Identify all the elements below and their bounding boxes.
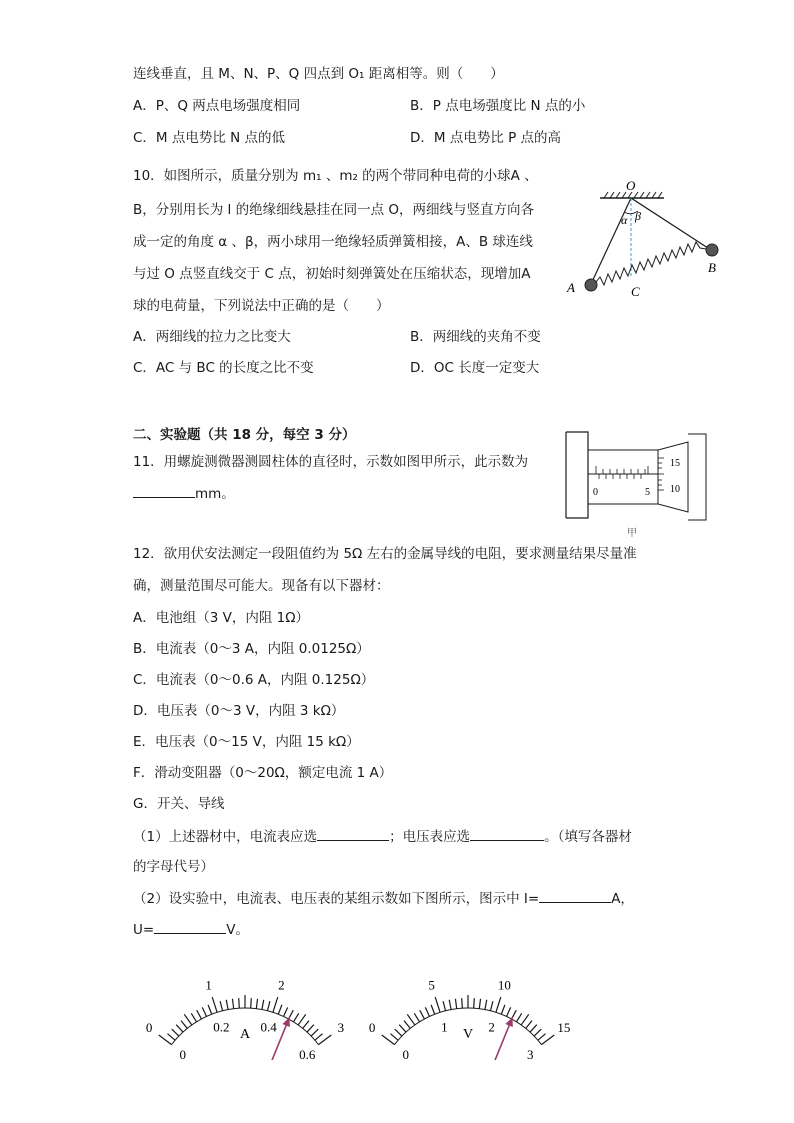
voltmeter-tick [474, 998, 475, 1008]
voltmeter-tick [490, 1001, 492, 1011]
ammeter-outer-label: 3 [337, 1019, 345, 1035]
voltmeter-tick [530, 1025, 537, 1032]
label-beta: β [635, 209, 641, 223]
voltmeter-tick [485, 1000, 487, 1010]
label-b: B [708, 260, 716, 275]
ammeter-tick [181, 1021, 187, 1029]
q10-line-3: 成一定的角度 α 、β，两小球用一绝缘轻质弹簧相接，A、B 球连线 [133, 234, 533, 250]
voltmeter-tick [435, 997, 440, 1012]
meter-figures [130, 950, 590, 1060]
ammeter-inner-label: 0.6 [299, 1047, 316, 1060]
q10-line-2: B，分别用长为 l 的绝缘细线悬挂在同一点 O，两细线与竖直方向各 [133, 202, 535, 218]
ammeter-tick [273, 997, 278, 1012]
ammeter-tick [315, 1034, 323, 1040]
ammeter-outer-label: 0 [145, 1019, 153, 1035]
q9-option-a: A．P、Q 两点电场强度相同 [133, 98, 301, 114]
voltmeter-tick [455, 999, 456, 1009]
label-alpha: α [621, 213, 628, 227]
ammeter-tick [184, 1014, 192, 1025]
q12-item-c: C．电流表（0～0.6 A，内阻 0.125Ω） [133, 672, 375, 688]
ammeter-tick [232, 999, 233, 1009]
q12-sub1-text-c: 。（填写各器材 [544, 829, 632, 845]
ammeter-tick [318, 1035, 331, 1045]
voltmeter-tick [420, 1010, 425, 1019]
q12-sub2-text-c: U= [133, 922, 155, 938]
voltmeter-inner-label: 2 [488, 1019, 495, 1035]
ammeter-tick [251, 998, 252, 1008]
ammeter-tick [202, 1007, 206, 1016]
voltage-reading-blank[interactable] [154, 919, 226, 934]
voltmeter-choice-blank[interactable] [470, 826, 544, 841]
ammeter-tick [191, 1013, 196, 1021]
q11-answer-blank[interactable] [133, 483, 195, 498]
q10-line-1: 10．如图所示，质量分别为 m₁ 、m₂ 的两个带同种电荷的小球A 、 [133, 168, 538, 184]
q10-option-d: D．OC 长度一定变大 [410, 360, 540, 376]
voltmeter-tick [395, 1029, 402, 1036]
ammeter-dial [146, 978, 344, 1060]
voltmeter-tick [390, 1034, 398, 1040]
q11-answer-line [133, 483, 235, 504]
q12-item-g: G．开关、导线 [133, 796, 225, 812]
voltmeter-tick [538, 1034, 546, 1040]
ammeter-tick [239, 998, 240, 1008]
q10-option-a: A．两细线的拉力之比变大 [133, 329, 291, 345]
ammeter-tick [172, 1029, 179, 1036]
q9-option-d: D．M 点电势比 P 点的高 [410, 130, 562, 146]
ammeter-tick [262, 1000, 264, 1010]
q12-sub1-text-b: ；电压表应选 [389, 829, 471, 845]
voltmeter-tick [541, 1035, 554, 1045]
ammeter-choice-blank[interactable] [317, 826, 389, 841]
voltmeter-tick [414, 1013, 419, 1021]
voltmeter-tick [516, 1013, 521, 1021]
q12-sub2-text-d: V。 [226, 922, 249, 938]
micrometer-label-10: 10 [670, 484, 680, 495]
voltmeter-tick [521, 1014, 529, 1025]
q10-option-c: C．AC 与 BC 的长度之比不变 [133, 360, 314, 376]
q12-item-d: D．电压表（0～3 V，内阻 3 kΩ） [133, 703, 345, 719]
voltmeter-dial [369, 978, 570, 1060]
ammeter-tick [212, 997, 217, 1012]
ammeter-tick [283, 1007, 287, 1016]
voltmeter-tick [404, 1021, 410, 1029]
q12-item-b: B．电流表（0～3 A，内阻 0.0125Ω） [133, 641, 370, 657]
voltmeter-tick [506, 1007, 510, 1016]
voltmeter-inner-label: 0 [402, 1047, 409, 1060]
q11-line-1: 11．用螺旋测微器测圆柱体的直径时，示数如图甲所示，此示数为 [133, 454, 529, 470]
spring [596, 242, 706, 285]
q12-sub2-text-a: （2）设实验中，电流表、电压表的某组示数如下图所示，图示中 I= [133, 891, 540, 907]
ammeter-tick [167, 1034, 175, 1040]
voltmeter-tick [534, 1029, 541, 1036]
ammeter-tick [197, 1010, 202, 1019]
micrometer-label-0: 0 [593, 487, 598, 498]
q12-line-2: 确，测量范围尽可能大。现备有以下器材： [133, 578, 390, 594]
ammeter-inner-label: 0 [179, 1047, 186, 1060]
voltmeter-tick [479, 999, 480, 1009]
ammeter-tick [298, 1014, 306, 1025]
voltmeter-outer-label: 5 [428, 977, 435, 993]
micrometer-label-5: 5 [645, 487, 650, 498]
voltmeter-outer-label: 10 [497, 977, 511, 993]
q12-line-1: 12．欲用伏安法测定一段阻值约为 5Ω 左右的金属导线的电阻，要求测量结果尽量准 [133, 546, 637, 562]
current-reading-blank[interactable] [539, 888, 611, 903]
voltmeter-tick [462, 998, 463, 1008]
q10-line-5: 球的电荷量，下列说法中正确的是（ ） [133, 298, 390, 314]
ball-a [585, 279, 597, 291]
q10-option-b: B．两细线的夹角不变 [410, 329, 541, 345]
ammeter-tick [303, 1021, 309, 1029]
voltmeter-tick [449, 1000, 451, 1010]
label-a: A [567, 280, 575, 295]
ammeter-tick [267, 1001, 269, 1011]
q10-line-4: 与过 O 点竖直线交于 C 点，初始时刻弹簧处在压缩状态，现增加A [133, 266, 531, 282]
ball-b [706, 244, 718, 256]
voltmeter-unit: V [462, 1027, 474, 1042]
voltmeter-tick [501, 1005, 505, 1014]
q12-sub1 [133, 826, 632, 847]
label-c: C [631, 284, 640, 299]
ammeter-tick [311, 1029, 318, 1036]
voltmeter-tick [431, 1005, 435, 1014]
q9-option-b: B．P 点电场强度比 N 点的小 [410, 98, 586, 114]
voltmeter-inner-label: 3 [527, 1047, 534, 1060]
pendulum-spring-figure [560, 176, 730, 301]
ammeter-outer-label: 1 [205, 977, 212, 993]
voltmeter-tick [399, 1025, 406, 1032]
voltmeter-tick [526, 1021, 532, 1029]
ammeter-tick [176, 1025, 183, 1032]
ammeter-outer-label: 2 [278, 977, 285, 993]
ammeter-tick [220, 1001, 222, 1011]
q12-sub2-text-b: A， [611, 891, 634, 907]
voltmeter-outer-label: 0 [368, 1019, 376, 1035]
ammeter-tick [293, 1013, 298, 1021]
voltmeter-tick [382, 1035, 395, 1045]
micrometer-figure [560, 428, 712, 540]
voltmeter-tick [425, 1007, 429, 1016]
q9-option-c: C．M 点电势比 N 点的低 [133, 130, 286, 146]
ammeter-tick [256, 999, 257, 1009]
q12-sub1-tail: 的字母代号） [133, 859, 214, 875]
q12-item-a: A．电池组（3 V，内阻 1Ω） [133, 610, 310, 626]
ammeter-inner-label: 0.2 [213, 1019, 230, 1035]
ammeter-inner-label: 0.4 [260, 1019, 277, 1035]
section-2-title: 二、实验题（共 18 分，每空 3 分） [133, 427, 356, 443]
q12-sub2 [133, 888, 634, 909]
ammeter-tick [159, 1035, 172, 1045]
q12-item-f: F．滑动变阻器（0～20Ω，额定电流 1 A） [133, 765, 393, 781]
q12-item-e: E．电压表（0～15 V，内阻 15 kΩ） [133, 734, 360, 750]
q9-stem-tail: 连线垂直，且 M、N、P、Q 四点到 O₁ 距离相等。则（ ） [133, 66, 504, 82]
voltmeter-outer-label: 15 [557, 1019, 571, 1035]
voltmeter-tick [443, 1001, 445, 1011]
ammeter-unit: A [239, 1027, 251, 1042]
voltmeter-tick [496, 997, 501, 1012]
ammeter-tick [307, 1025, 314, 1032]
ammeter-tick [278, 1005, 282, 1014]
q11-unit: mm。 [195, 486, 235, 502]
voltmeter-inner-label: 1 [441, 1019, 448, 1035]
ammeter-tick [208, 1005, 212, 1014]
label-o: O [626, 178, 636, 193]
q12-sub1-text-a: （1）上述器材中，电流表应选 [133, 829, 318, 845]
voltmeter-tick [407, 1014, 415, 1025]
micrometer-caption: 甲 [627, 528, 637, 539]
ammeter-tick [226, 1000, 228, 1010]
micrometer-label-15: 15 [670, 458, 680, 469]
q12-sub2-line2 [133, 919, 249, 940]
